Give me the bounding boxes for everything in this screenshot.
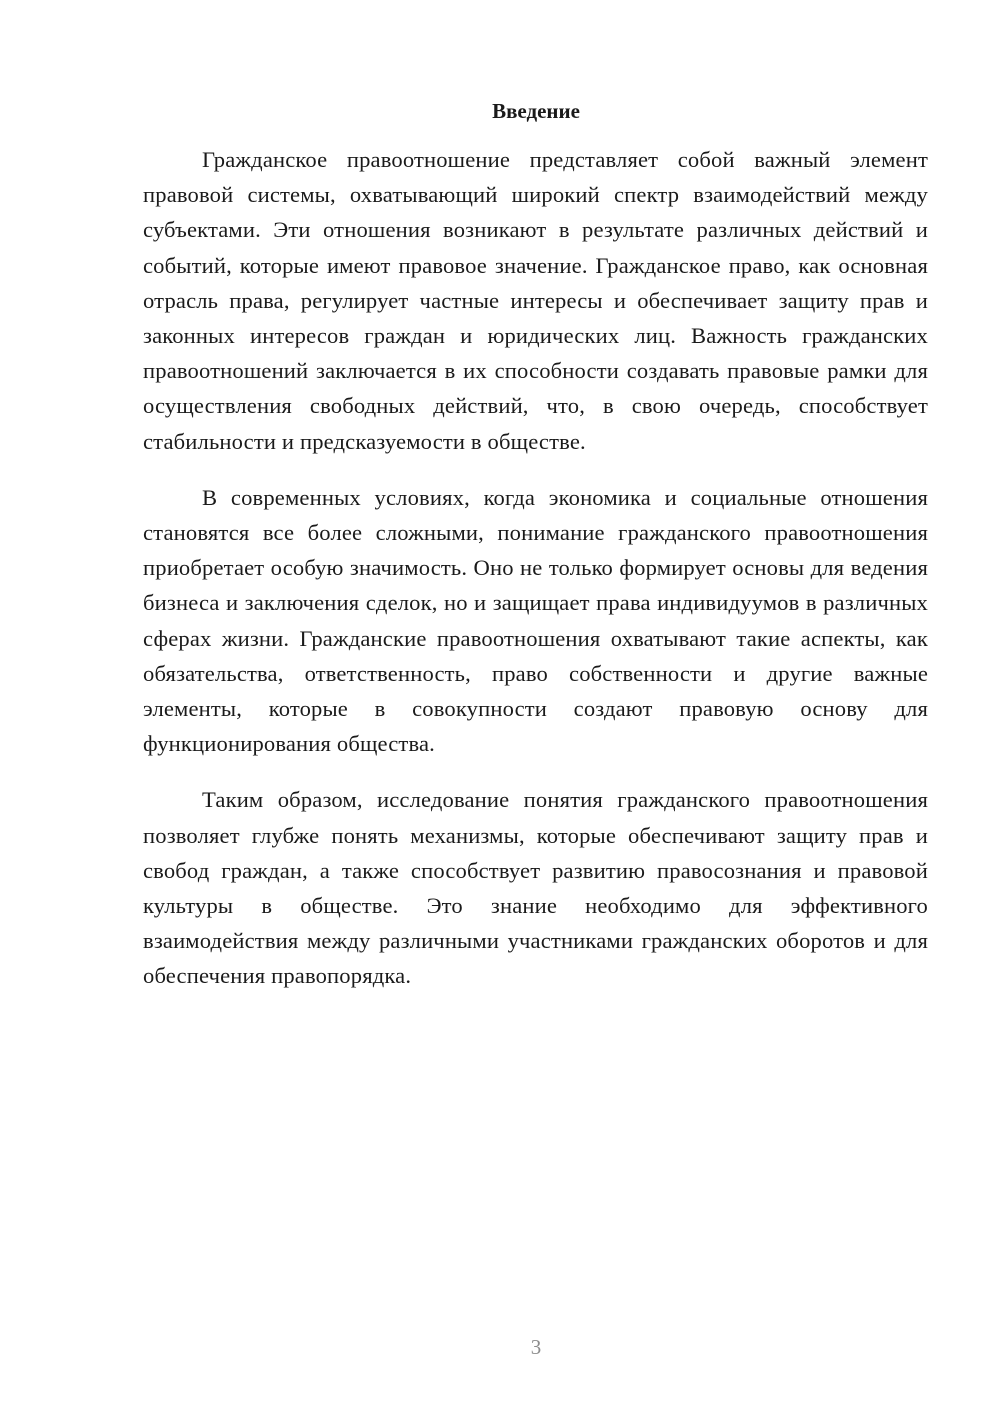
paragraph-2: В современных условиях, когда экономика и социальные отношения становятся все более сложными, понимание гражданского правоотношения приобретает особую значимость. Оно не только формирует основы для ведения бизнеса и заключения сделок, но и защищает права индивидуумов в различных сферах жизни. Гражданские правоотношения охватывают такие аспекты, как обязательства, ответственность, право собственности и другие важные элементы, которые в совокупности создают правовую основу для функционирования общества. <box>143 484 928 757</box>
paragraph-1: Гражданское правоотношение представляет собой важный элемент правовой системы, охватывающий широкий спектр взаимодействий между субъектами. Эти отношения возникают в результате различных действий и событий, которые имеют правовое значение. Гражданское право, как основная отрасль права, регулирует частные интересы и обеспечивает защиту прав и законных интересов граждан и юридических лиц. Важность гражданских правоотношений заключается в их способности создавать правовые рамки для осуществления свободных действий, что, в свою очередь, способствует стабильности и предсказуемости в обществе. <box>143 147 928 454</box>
paragraph-3: Таким образом, исследование понятия гражданского правоотношения позволяет глубже понять механизмы, которые обеспечивают защиту прав и свобод граждан, а также способствует развитию правосознания и правовой культуры в обществе. Это знание необходимо для эффективного взаимодействия между различными участниками гражданских оборотов и для обеспечения правопорядка. <box>143 787 928 989</box>
page-number: 3 <box>530 1335 542 1359</box>
document-body <box>143 142 928 994</box>
page-title: Введение <box>492 99 580 123</box>
